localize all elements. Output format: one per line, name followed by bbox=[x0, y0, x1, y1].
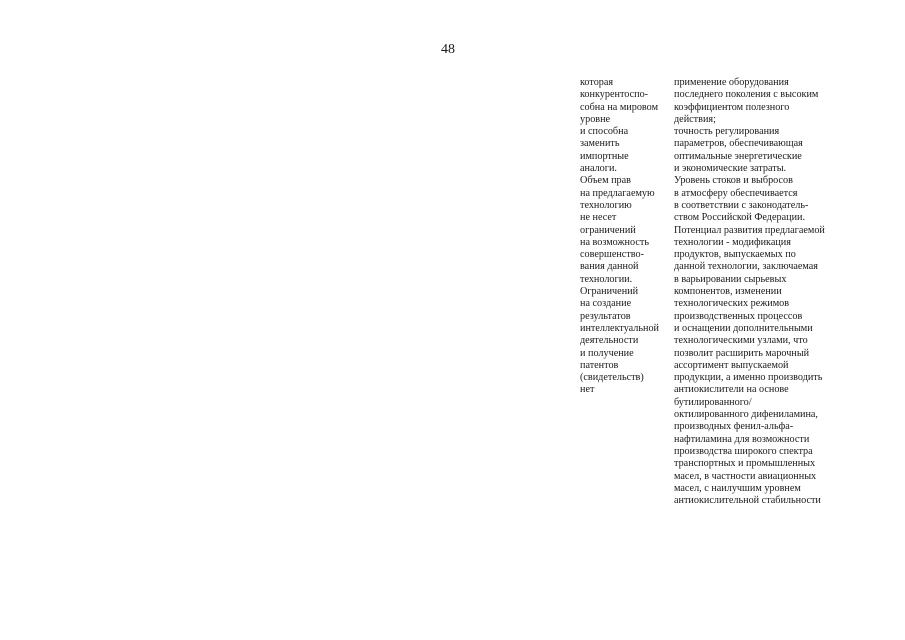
right-column-line: оптимальные энергетические bbox=[674, 150, 802, 162]
left-column-line: нет bbox=[580, 384, 595, 396]
page-number: 48 bbox=[441, 42, 455, 57]
left-column-line: патентов bbox=[580, 359, 619, 371]
left-column-line: результатов bbox=[580, 310, 631, 322]
left-column-line: импортные bbox=[580, 150, 629, 162]
left-column-line: аналоги. bbox=[580, 163, 617, 175]
left-column-line: совершенство- bbox=[580, 249, 645, 261]
right-column-line: масел, в частности авиационных bbox=[674, 470, 817, 482]
right-column-line: позволит расширить марочный bbox=[674, 347, 810, 359]
right-column-line: антиокислительной стабильности bbox=[674, 495, 821, 507]
right-column bbox=[674, 77, 844, 507]
left-column-line: заменить bbox=[580, 138, 620, 150]
left-column-line: вания данной bbox=[580, 261, 639, 273]
right-column-line: производственных процессов bbox=[674, 310, 803, 322]
right-column-line: в варьировании сырьевых bbox=[674, 273, 787, 285]
right-column-line: последнего поколения с высоким bbox=[674, 89, 819, 101]
right-column-line: в соответствии с законодатель- bbox=[674, 199, 809, 211]
left-column-line: технологии. bbox=[580, 273, 633, 285]
right-column-line: бутилированного/ bbox=[674, 396, 752, 408]
left-column bbox=[580, 77, 672, 397]
right-column-line: технологическими узлами, что bbox=[674, 335, 808, 347]
right-column-line: коэффициентом полезного bbox=[674, 101, 790, 113]
right-column-line: нафтиламина для возможности bbox=[674, 433, 810, 445]
left-column-line: собна на мировом bbox=[580, 101, 659, 113]
right-column-line: технологии - модификация bbox=[674, 236, 791, 248]
left-column-line: и получение bbox=[580, 347, 634, 359]
left-column-line: на создание bbox=[580, 298, 632, 310]
right-column-line: данной технологии, заключаемая bbox=[674, 261, 818, 273]
left-column-line: Объем прав bbox=[580, 175, 631, 187]
right-column-line: транспортных и промышленных bbox=[674, 458, 816, 470]
right-column-line: действия; bbox=[674, 113, 716, 125]
left-column-line: Ограничений bbox=[580, 286, 639, 298]
left-column-line: конкурентоспо- bbox=[580, 89, 649, 101]
right-column-line: и оснащении дополнительными bbox=[674, 322, 813, 334]
right-column-line: ассортимент выпускаемой bbox=[674, 359, 789, 371]
left-column-line: интеллектуальной bbox=[580, 322, 659, 334]
right-column-line: и экономические затраты. bbox=[674, 163, 787, 175]
left-column-line: и способна bbox=[580, 126, 629, 138]
left-column-line: на возможность bbox=[580, 236, 649, 248]
right-column-line: компонентов, изменении bbox=[674, 286, 782, 298]
right-column-line: в атмосферу обеспечивается bbox=[674, 187, 798, 199]
right-column-line: применение оборудования bbox=[674, 77, 789, 88]
right-column-line: Потенциал развития предлагаемой bbox=[674, 224, 825, 236]
left-column-line: ограничений bbox=[580, 224, 636, 236]
left-column-line: уровне bbox=[580, 113, 611, 125]
right-column-line: октилированного дифениламина, bbox=[674, 409, 818, 421]
left-column-line: (свидетельств) bbox=[580, 372, 644, 384]
right-column-line: производных фенил-альфа- bbox=[674, 421, 794, 433]
right-column-line: Уровень стоков и выбросов bbox=[674, 175, 793, 187]
right-column-line: технологических режимов bbox=[674, 298, 790, 310]
right-column-line: параметров, обеспечивающая bbox=[674, 138, 803, 150]
right-column-line: ством Российской Федерации. bbox=[674, 212, 806, 224]
right-column-line: продукции, а именно производить bbox=[674, 372, 823, 384]
right-column-line: точность регулирования bbox=[674, 126, 780, 138]
right-column-line: антиокислители на основе bbox=[674, 384, 789, 396]
right-column-line: масел, с наилучшим уровнем bbox=[674, 482, 801, 494]
left-column-line: не несет bbox=[580, 212, 617, 224]
left-column-line: на предлагаемую bbox=[580, 187, 655, 199]
right-column-line: производства широкого спектра bbox=[674, 445, 813, 457]
left-column-line: технологию bbox=[580, 199, 632, 211]
left-column-line: деятельности bbox=[580, 335, 639, 347]
left-column-line: которая bbox=[580, 77, 614, 88]
right-column-line: продуктов, выпускаемых по bbox=[674, 249, 796, 261]
